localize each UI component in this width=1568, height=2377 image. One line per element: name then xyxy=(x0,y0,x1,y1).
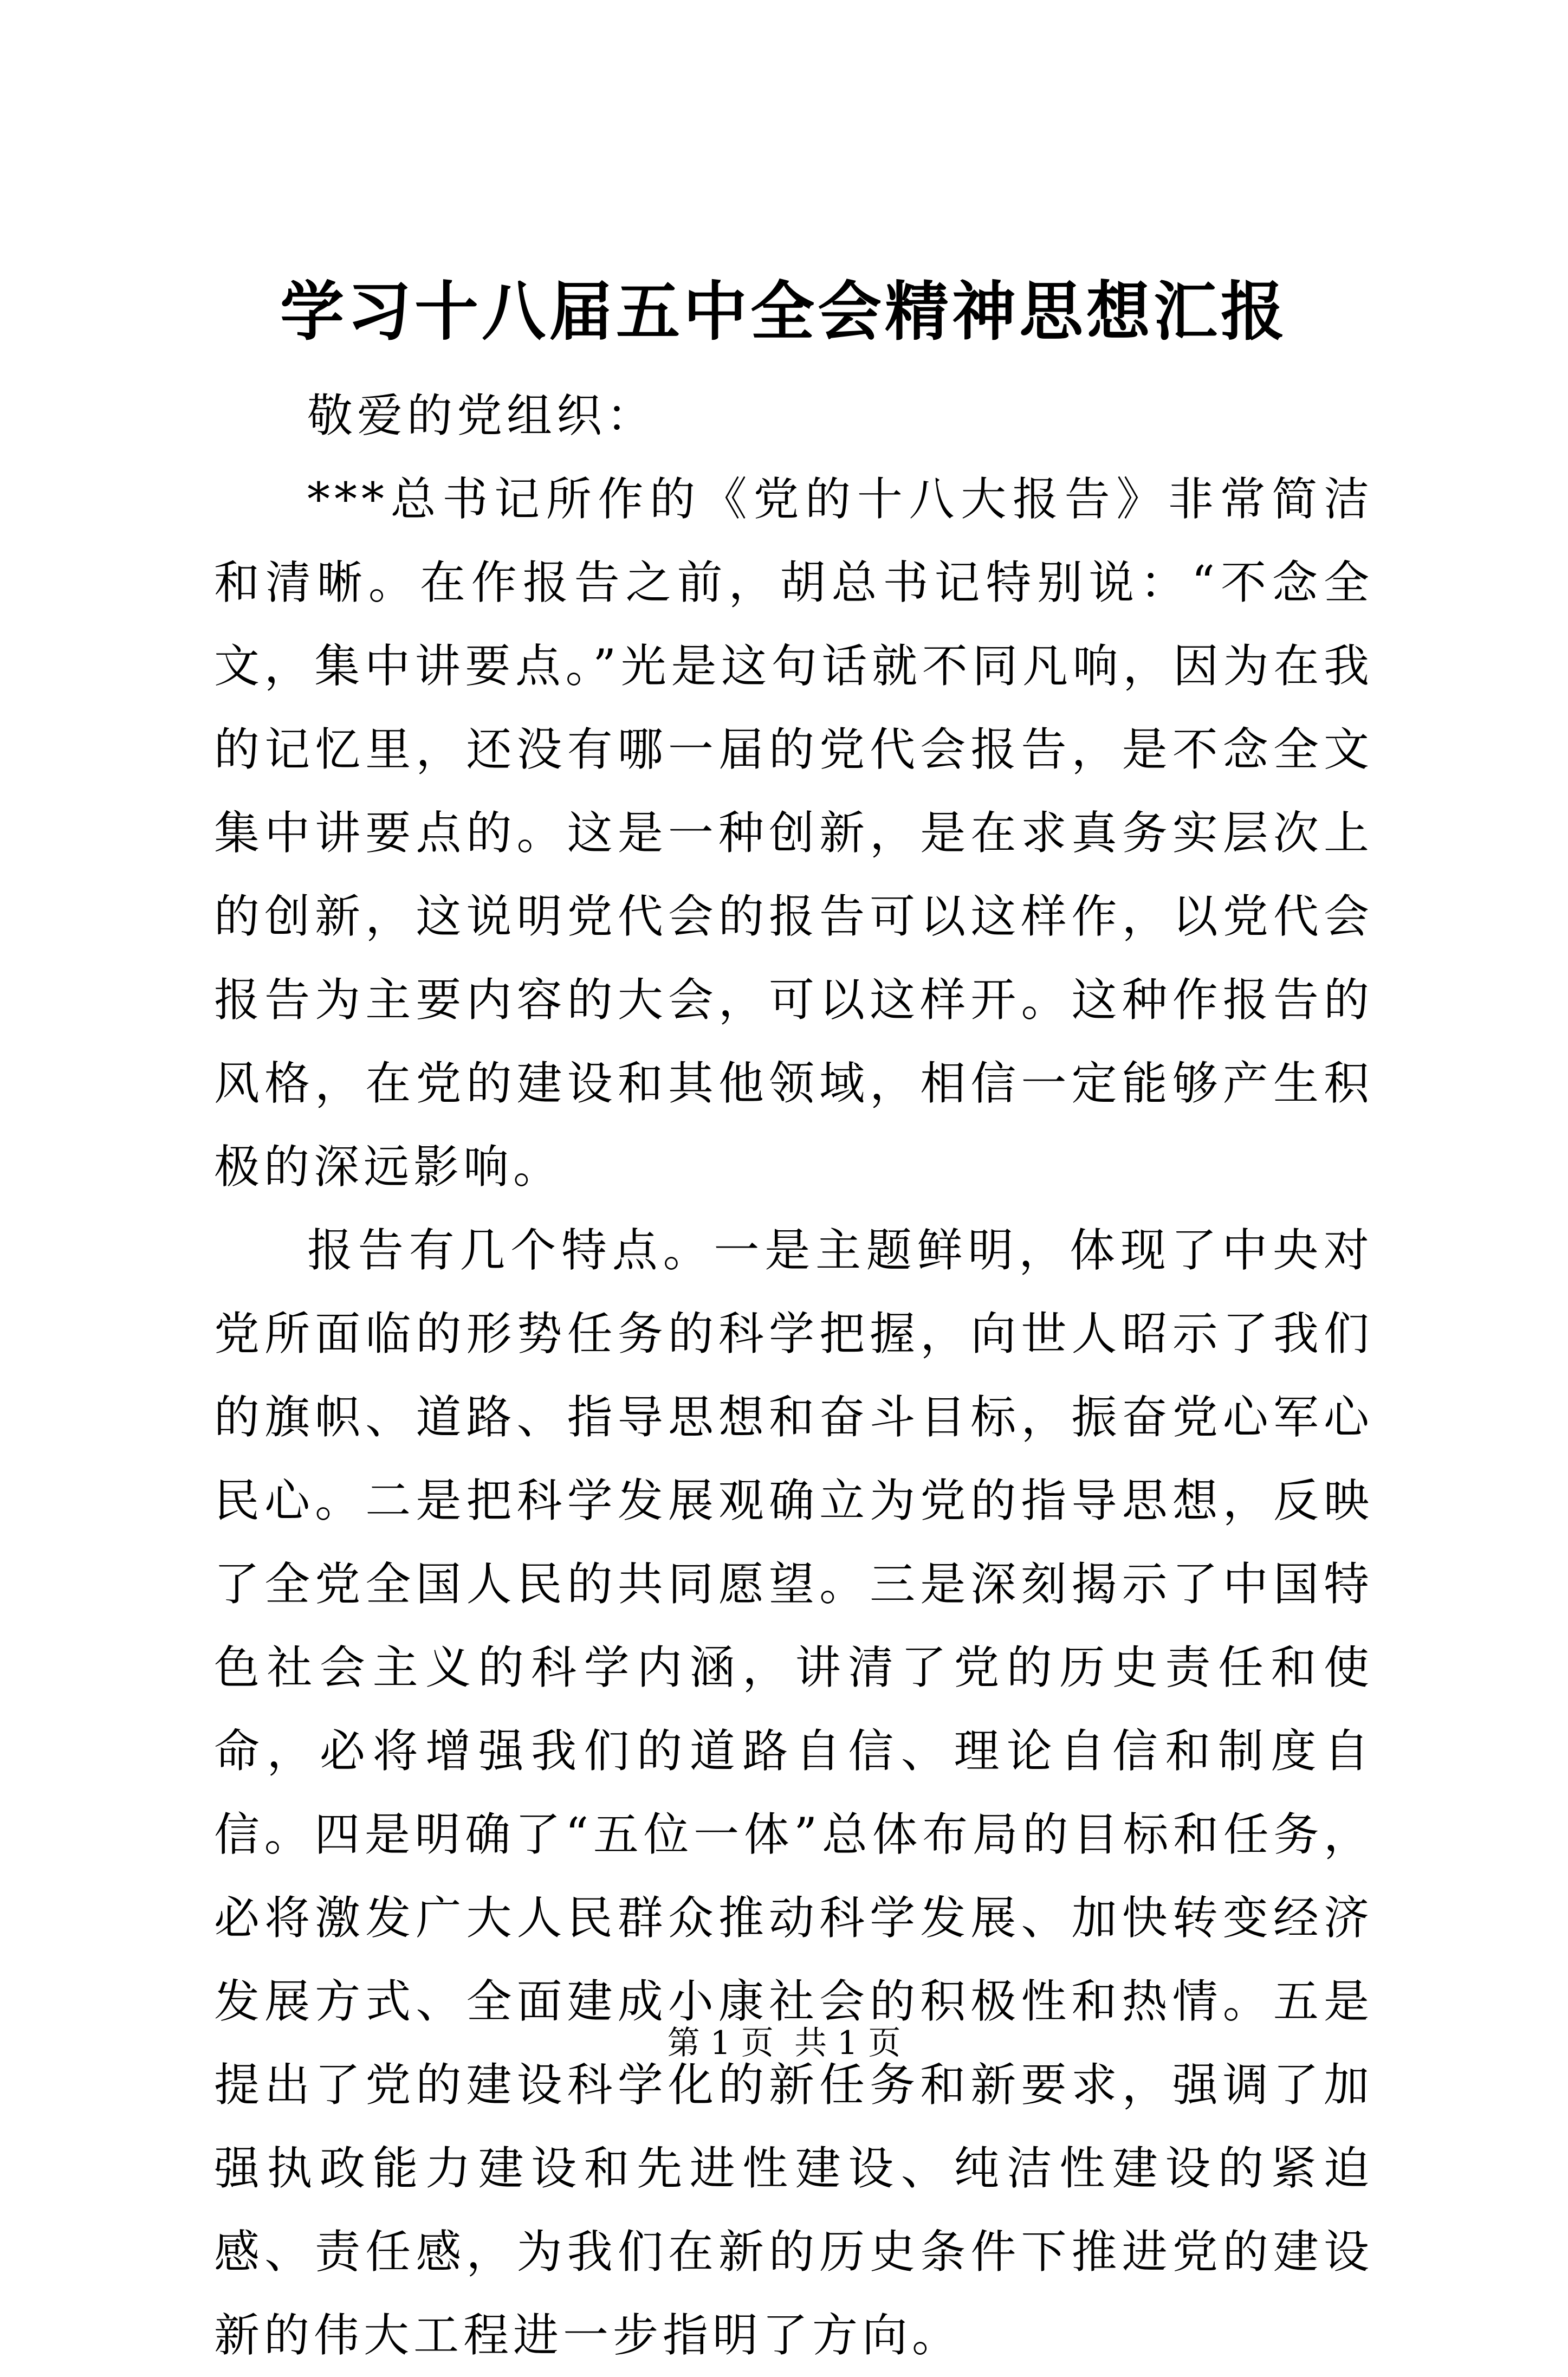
document-title: 学习十八届五中全会精神思想汇报 xyxy=(280,274,1288,349)
document-body xyxy=(214,374,1373,2377)
page-footer: 第 1 页 共 1 页 xyxy=(667,2024,901,2062)
salutation: 敬爱的党组织： xyxy=(307,389,657,442)
paragraph-1: ***总书记所作的《党的十八大报告》非常简洁和清晰。在作报告之前，胡总书记特别说：“不念全文，集中讲要点。”光是这句话就不同凡响，因为在我的记忆里，还没有哪一届的党代会报告，是不念全文集中讲要点的。这是一种创新，是在求真务实层次上的创新，这说明党代会的报告可以这样作，以党代会报告为主要内容的大会，可以这样开。这种作报告的风格，在党的建设和其他领域，相信一定能够产生积极的深远影响。 xyxy=(214,473,1373,1193)
paragraph-2: 报告有几个特点。一是主题鲜明，体现了中央对党所面临的形势任务的科学把握，向世人昭示了我们的旗帜、道路、指导思想和奋斗目标，振奋党心军心民心。二是把科学发展观确立为党的指导思想，反映了全党全国人民的共同愿望。三是深刻揭示了中国特色社会主义的科学内涵，讲清了党的历史责任和使命，必将增强我们的道路自信、理论自信和制度自信。四是明确了“五位一体”总体布局的目标和任务，必将激发广大人民群众推动科学发展、加快转变经济发展方式、全面建成小康社会的积极性和热情。五是提出了党的建设科学化的新任务和新要求，强调了加强执政能力建设和先进性建设、纯洁性建设的紧迫感、责任感，为我们在新的历史条件下推进党的建设新的伟大工程进一步指明了方向。 xyxy=(214,1224,1373,2362)
